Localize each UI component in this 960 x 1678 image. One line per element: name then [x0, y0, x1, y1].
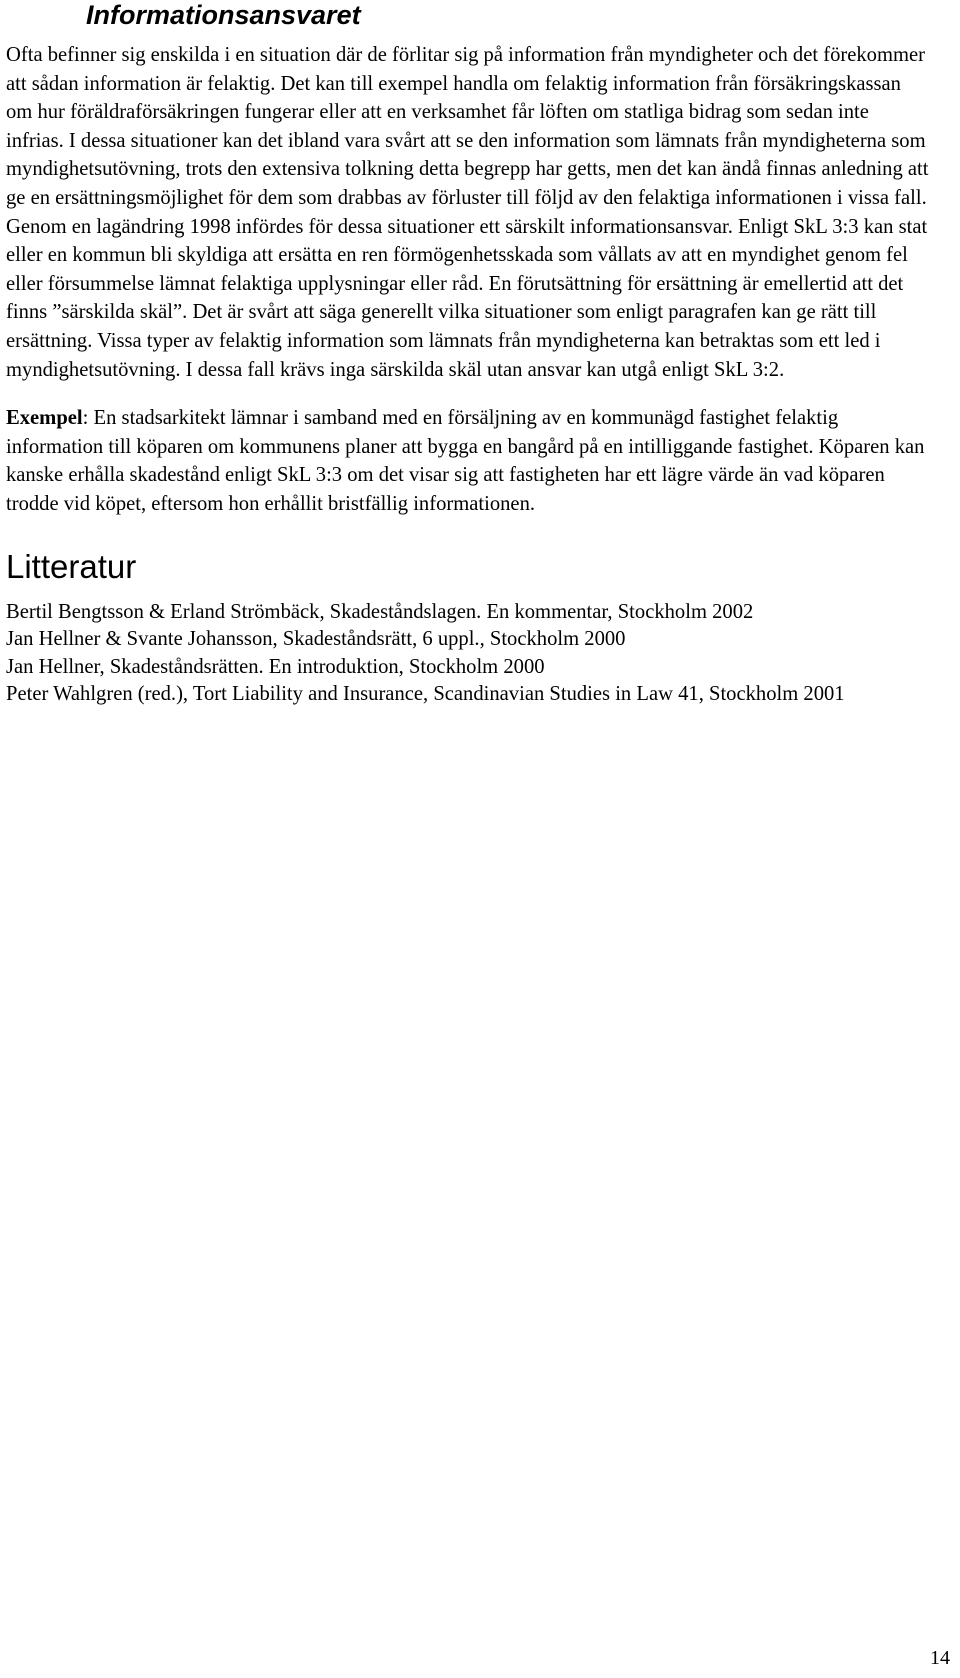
section-heading: Informationsansvaret: [86, 0, 361, 30]
reference-item: Bertil Bengtsson & Erland Strömbäck, Skadeståndslagen. En kommentar, Stockholm 2002: [6, 600, 754, 623]
example-paragraph: [6, 404, 930, 518]
example-text: : En stadsarkitekt lämnar i samband med en försäljning av en kommunägd fastighet felaktig information till köparen om kommunens planer att bygga en bangård på en intilliggande fastighet. Köparen kan kanske erhålla skadestånd enligt SkL 3:3 om det visar sig att fastigheten har ett lägre värde än vad köparen trodde vid köpet, eftersom hon erhållit bristfällig informationen.: [6, 407, 925, 515]
informationsansvar-paragraph: Ofta befinner sig enskilda i en situation där de förlitar sig på information från myndigheter och det förekommer att sådan information är felaktig. Det kan till exempel handla om felaktig information från försäkringskassan om hur föräldraförsäkringen fungerar eller att en verksamhet får löften om statliga bidrag som sedan inte infrias. I dessa situationer kan det ibland vara svårt att se den information som lämnats från myndigheterna som myndighetsutövning, trots den extensiva tolkning detta begrepp har getts, men det kan ändå finnas anledning att ge en ersättningsmöjlighet för dem som drabbas av förluster till följd av den felaktiga informationen i vissa fall. Genom en lagändring 1998 infördes för dessa situationer ett särskilt informationsansvar. Enligt SkL 3:3 kan stat eller en kommun bli skyldiga att ersätta en ren förmögenhetsskada som vållats av att en myndighet genom fel eller försummelse lämnat felaktiga upplysningar eller råd. En förutsättning för ersättning är emellertid att det finns ”särskilda skäl”. Det är svårt att säga generellt vilka situationer som enligt paragrafen kan ge rätt till ersättning. Vissa typer av felaktig information som lämnats från myndigheterna kan betraktas som ett led i myndighetsutövning. I dessa fall krävs inga särskilda skäl utan ansvar kan utgå enligt SkL 3:2.: [6, 44, 929, 381]
reference-item: Peter Wahlgren (red.), Tort Liability and Insurance, Scandinavian Studies in Law 41, Stockholm 2001: [6, 683, 845, 705]
reference-item: Jan Hellner & Svante Johansson, Skadeståndsrätt, 6 uppl., Stockholm 2000: [6, 628, 626, 650]
reference-list: [6, 599, 930, 709]
document-page: [6, 0, 930, 709]
page-number: 14: [930, 1647, 950, 1669]
reference-item: Jan Hellner, Skadeståndsrätten. En introduktion, Stockholm 2000: [6, 655, 545, 678]
example-label: Exempel: [6, 407, 83, 430]
literature-heading: Litteratur: [6, 547, 137, 585]
